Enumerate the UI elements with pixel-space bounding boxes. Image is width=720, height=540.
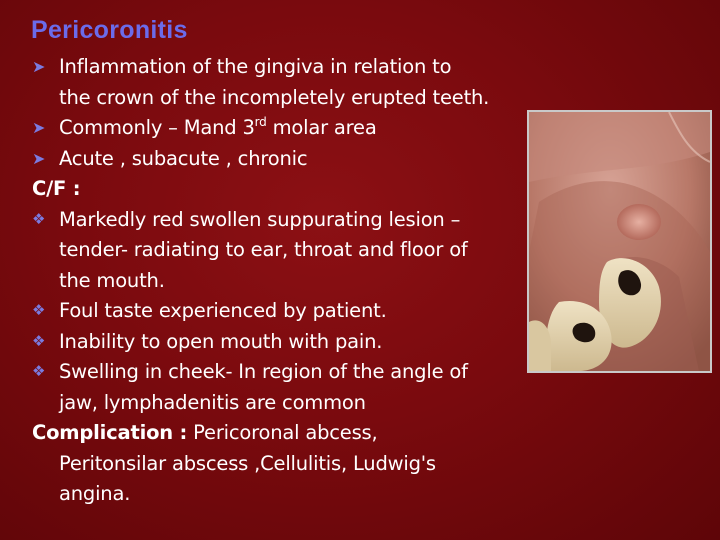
diamond-bullet-icon: ❖ xyxy=(32,209,46,228)
complication-continuation: Peritonsilar abscess ,Cellulitis, Ludwig's xyxy=(59,451,436,475)
list-item: ❖ Inability to open mouth with pain. xyxy=(32,329,383,353)
arrow-bullet-icon: ➤ xyxy=(32,57,46,76)
diamond-bullet-icon: ❖ xyxy=(32,362,46,380)
list-item-continuation: tender- radiating to ear, throat and floor of xyxy=(59,238,468,261)
list-item: ➤ Acute , subacute , chronic xyxy=(32,146,308,170)
page-title: Pericoronitis xyxy=(31,16,188,44)
arrow-bullet-icon: ➤ xyxy=(32,118,46,137)
diamond-bullet-icon: ❖ xyxy=(32,301,46,319)
list-item: ❖ Swelling in cheek- In region of the angle of xyxy=(32,360,468,383)
slide-body xyxy=(32,52,592,510)
list-item: ❖ Foul taste experienced by patient. xyxy=(32,299,387,322)
diamond-bullet-icon: ❖ xyxy=(32,331,46,350)
list-item-continuation: the mouth. xyxy=(59,268,165,292)
complication-continuation: angina. xyxy=(59,482,131,505)
list-item: ❖ Markedly red swollen suppurating lesion – xyxy=(32,207,461,231)
complication-label: Complication : xyxy=(32,421,188,444)
complication-line: Complication : Pericoronal abcess, xyxy=(32,421,378,444)
list-item-continuation: jaw, lymphadenitis are common xyxy=(59,390,366,414)
list-item-continuation: the crown of the incompletely erupted teeth. xyxy=(59,85,490,109)
section-heading-cf: C/F : xyxy=(32,177,81,200)
list-item: ➤ Commonly – Mand 3rd molar area xyxy=(32,115,377,139)
list-item: ➤ Inflammation of the gingiva in relation to xyxy=(32,55,452,78)
arrow-bullet-icon: ➤ xyxy=(32,148,46,168)
